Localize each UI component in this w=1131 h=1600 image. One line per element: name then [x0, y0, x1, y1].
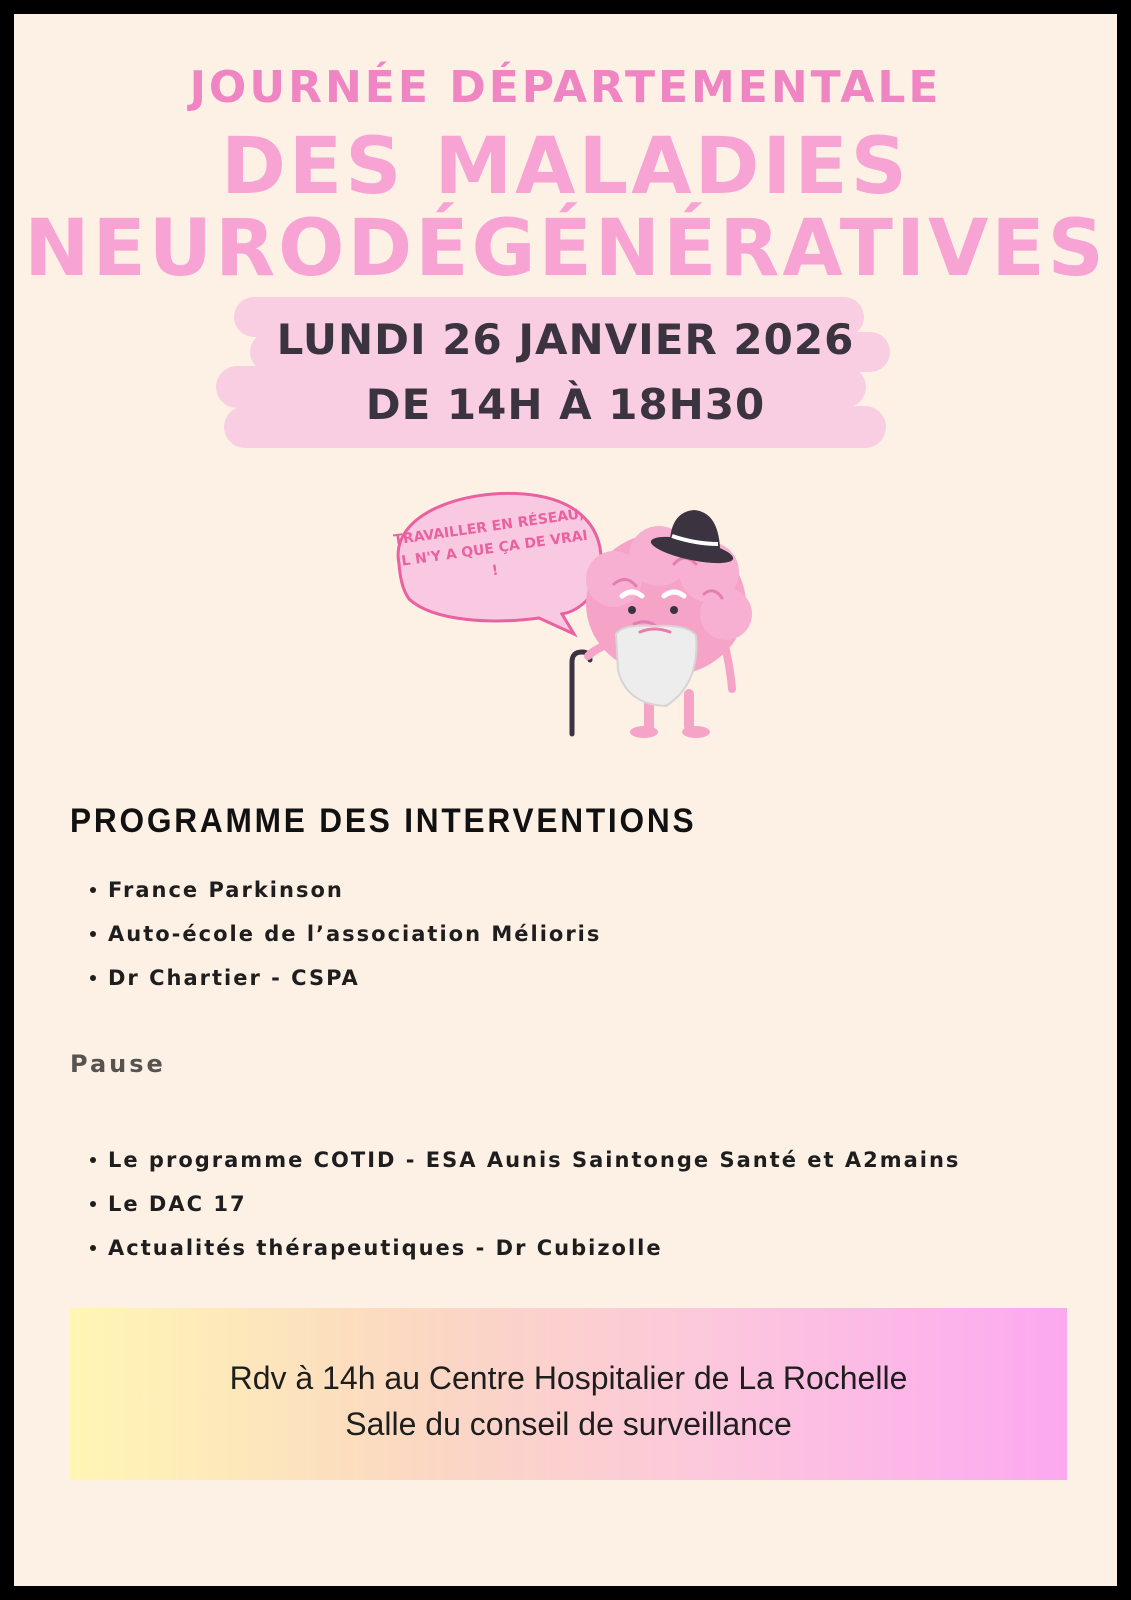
- list-item: Le DAC 17: [88, 1182, 960, 1226]
- venue-location: Rdv à 14h au Centre Hospitalier de La Rochelle: [229, 1360, 908, 1396]
- list-item: France Parkinson: [88, 868, 601, 912]
- speech-bubble-text: TRAVAILLER EN RÉSEAU, IL N'Y A QUE ÇA DE VRAI !: [392, 505, 589, 580]
- poster: [14, 14, 1117, 1586]
- programme-list-part1: [88, 868, 601, 1000]
- event-subtitle: JOURNÉE DÉPARTEMENTALE: [189, 62, 942, 113]
- programme-list-part2: [88, 1138, 960, 1270]
- list-item: Actualités thérapeutiques - Dr Cubizolle: [88, 1226, 960, 1270]
- list-item: Le programme COTID - ESA Aunis Saintonge Santé et A2mains: [88, 1138, 960, 1182]
- pause-label: Pause: [70, 1050, 166, 1078]
- venue-banner: [70, 1308, 1067, 1480]
- venue-room: Salle du conseil de surveillance: [345, 1406, 792, 1442]
- event-title-line2: NEURODÉGÉNÉRATIVES: [24, 204, 1107, 294]
- programme-title: PROGRAMME DES INTERVENTIONS: [70, 802, 697, 840]
- event-time: DE 14H À 18H30: [365, 380, 766, 429]
- list-item: Auto-école de l’association Mélioris: [88, 912, 601, 956]
- list-item: Dr Chartier - CSPA: [88, 956, 601, 1000]
- event-date: LUNDI 26 JANVIER 2026: [276, 315, 855, 364]
- cane-icon: [572, 652, 590, 734]
- event-title-line1: DES MALADIES: [221, 122, 910, 212]
